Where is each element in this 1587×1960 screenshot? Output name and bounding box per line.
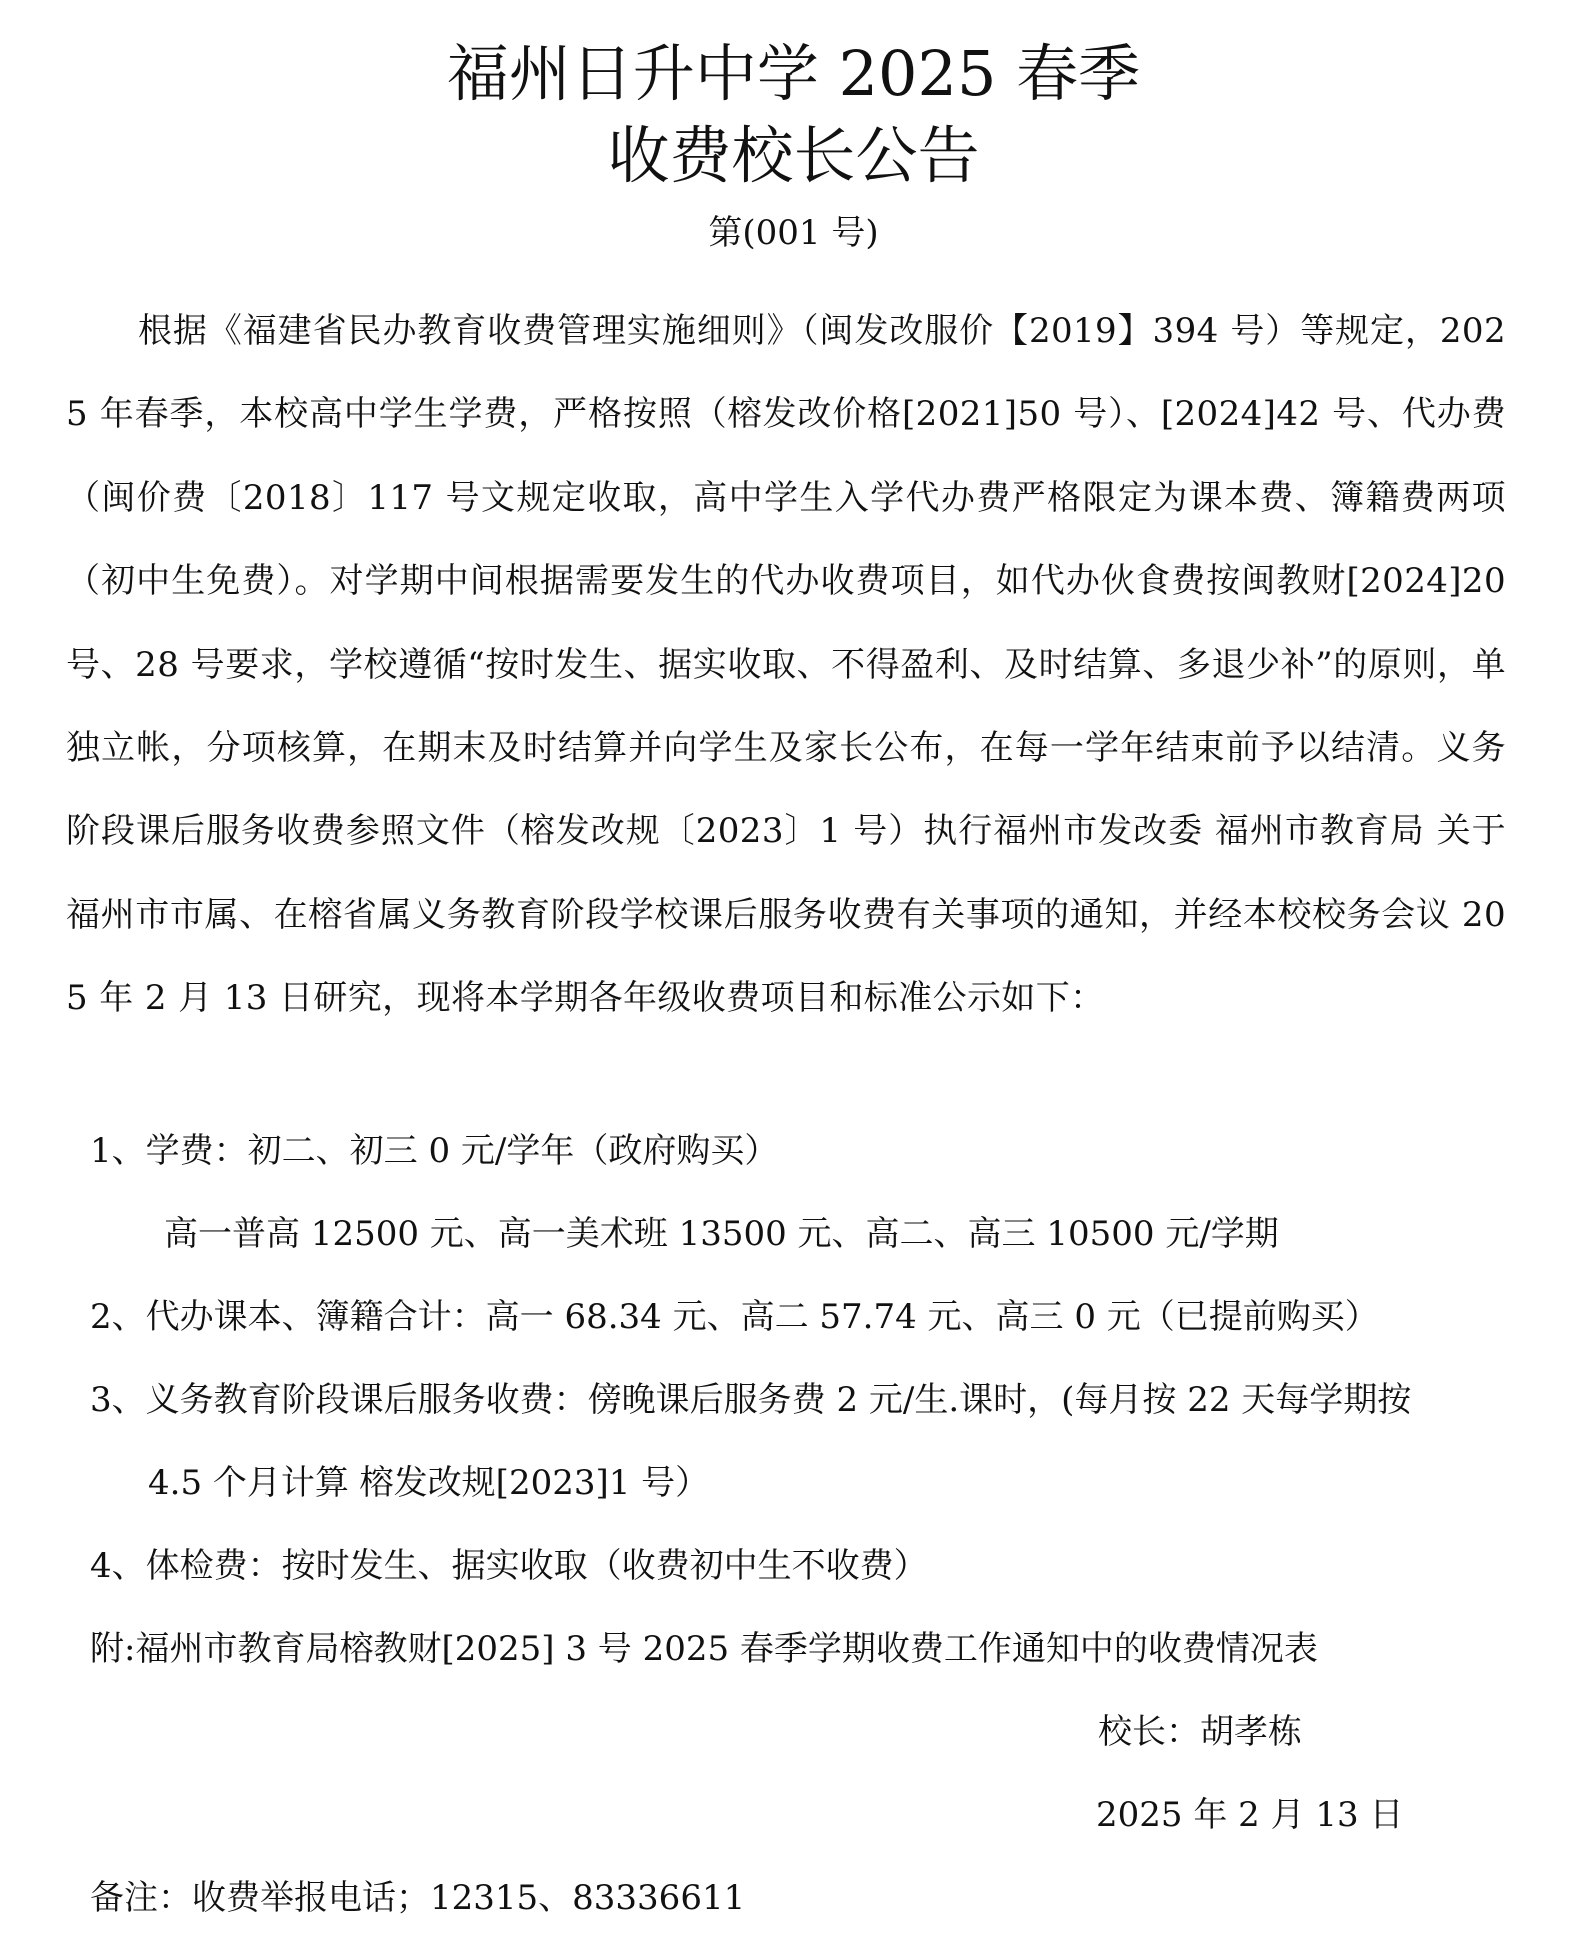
title-line-2: 收费校长公告 xyxy=(607,119,980,192)
attachment-note: 附:福州市教育局榕教财[2025] 3 号 2025 春季学期收费工作通知中的收费情况表 xyxy=(90,1629,1318,1669)
fee-item-1-high-school-tuition: 高一普高 12500 元、高一美术班 13500 元、高二、高三 10500 元/学期 xyxy=(164,1214,1279,1254)
announcement-date: 2025 年 2 月 13 日 xyxy=(1096,1795,1404,1835)
fee-item-4-physical-exam: 4、体检费：按时发生、据实收取（收费初中生不收费） xyxy=(90,1546,928,1586)
document-number: 第(001 号) xyxy=(708,213,879,253)
main-paragraph: 根据《福建省民办教育收费管理实施细则》（闽发改服价【2019】394 号）等规定，2025 年春季，本校高中学生学费，严格按照（榕发改价格[2021]50 号）、[2024]42 号、代办费（闽价费〔2018〕117 号文规定收取，高中学生入学代办费严格限定为课本费、簿籍费两项（初中生免费）。对学期中间根据需要发生的代办收费项目，如代办伙食费按闽教财[2024]20 号、28 号要求，学校遵循“按时发生、据实收取、不得盈利、及时结算、多退少补”的原则，单独立帐，分项核算，在期末及时结算并向学生及家长公布，在每一学年结束前予以结清。义务阶段课后服务收费参照文件（榕发改规〔2023〕1 号）执行福州市发改委 福州市教育局 关于福州市市属、在榕省属义务教育阶段学校课后服务收费有关事项的通知，并经本校校务会议 205 年 2 月 13 日研究，现将本学期各年级收费项目和标准公示如下： xyxy=(66,311,1506,1019)
principal-signature: 校长：胡孝栋 xyxy=(1098,1712,1302,1752)
fee-item-3-after-school-service: 3、义务教育阶段课后服务收费：傍晚课后服务费 2 元/生.课时，(每月按 22 天每学期按 xyxy=(90,1380,1412,1420)
fee-item-1-tuition: 1、学费：初二、初三 0 元/学年（政府购买） xyxy=(90,1131,779,1171)
fee-item-3-calculation-note: 4.5 个月计算 榕发改规[2023]1 号） xyxy=(148,1463,710,1503)
fee-item-2-textbooks: 2、代办课本、簿籍合计：高一 68.34 元、高二 57.74 元、高三 0 元（已提前购买） xyxy=(90,1297,1379,1337)
title-line-1: 福州日升中学 2025 春季 xyxy=(446,37,1141,110)
complaint-hotline-note: 备注：收费举报电话；12315、83336611 xyxy=(90,1878,746,1918)
